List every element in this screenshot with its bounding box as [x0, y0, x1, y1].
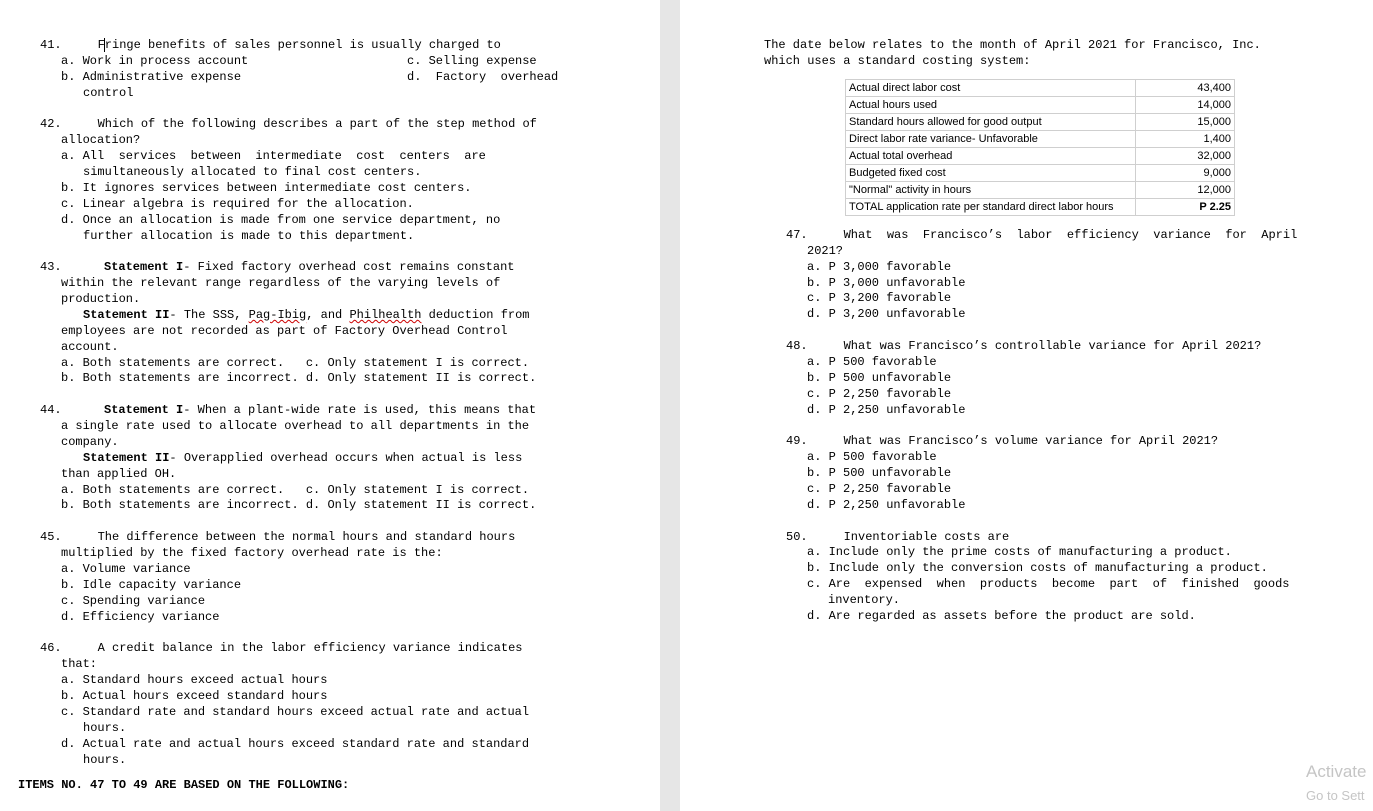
- q43-line-5: employees are not recorded as part of Factory Overhead Control: [61, 324, 508, 338]
- table-row: [846, 114, 1235, 131]
- table-cell-value: 32,000: [1136, 148, 1235, 165]
- spellcheck-word-philhealth: Philhealth: [349, 308, 422, 322]
- q46-stem-cont: that:: [61, 657, 98, 671]
- q50-option-a: a. Include only the prime costs of manufacturing a product.: [807, 545, 1232, 559]
- table-cell-value: 9,000: [1136, 165, 1235, 182]
- q48-stem: 48. What was Francisco’s controllable variance for April 2021?: [786, 339, 1262, 353]
- q43-statement-2-label: Statement II: [83, 308, 170, 322]
- q47-option-b: b. P 3,000 unfavorable: [807, 276, 966, 290]
- q49-option-c: c. P 2,250 favorable: [807, 482, 952, 496]
- q47-option-a: a. P 3,000 favorable: [807, 260, 952, 274]
- q49-stem: 49. What was Francisco’s volume variance for April 2021?: [786, 434, 1219, 448]
- q44-statement-1-text: - When a plant-wide rate is used, this means that: [183, 403, 537, 417]
- q43-statement-2-text-c: deduction from: [421, 308, 530, 322]
- q44-line-5: than applied OH.: [61, 467, 177, 481]
- q47-stem-cont: 2021?: [807, 244, 844, 258]
- q45-option-b: b. Idle capacity variance: [61, 578, 242, 592]
- q43-statement-1-text: - Fixed factory overhead cost remains constant: [183, 260, 515, 274]
- q50-option-d: d. Are regarded as assets before the product are sold.: [807, 609, 1196, 623]
- q46-option-a: a. Standard hours exceed actual hours: [61, 673, 328, 687]
- q48-option-c: c. P 2,250 favorable: [807, 387, 952, 401]
- q49-option-b: b. P 500 unfavorable: [807, 466, 952, 480]
- q45-stem-cont: multiplied by the fixed factory overhead rate is the:: [61, 546, 443, 560]
- q44-statement-1-label: Statement I: [104, 403, 184, 417]
- q49-option-a: a. P 500 favorable: [807, 450, 937, 464]
- q44-number: 44.: [40, 403, 62, 417]
- q43-statement-2-text-a: - The SSS,: [169, 308, 249, 322]
- q44-statement-2-label: Statement II: [83, 451, 170, 465]
- q48-option-d: d. P 2,250 unfavorable: [807, 403, 966, 417]
- q47-stem: 47. What was Francisco’s labor efficiency variance for April: [786, 228, 1298, 242]
- q41-option-d: d. Factory overhead: [407, 70, 559, 84]
- q43-line-6: account.: [61, 340, 119, 354]
- q41-option-d-cont: control: [83, 86, 134, 100]
- q45-option-d: d. Efficiency variance: [61, 610, 220, 624]
- q43-statement-2-text-b: , and: [306, 308, 350, 322]
- intro-line-2: which uses a standard costing system:: [764, 54, 1031, 68]
- q43-options-bd: b. Both statements are incorrect. d. Only statement II is correct.: [61, 371, 537, 385]
- table-cell-value: 12,000: [1136, 182, 1235, 199]
- q44-options-ac: a. Both statements are correct. c. Only statement I is correct.: [61, 483, 530, 497]
- q43-statement-2: [83, 307, 530, 323]
- q46-option-d: d. Actual rate and actual hours exceed standard rate and standard: [61, 737, 530, 751]
- table-cell-label: "Normal" activity in hours: [846, 182, 1136, 199]
- q42-option-a: a. All services between intermediate cost centers are: [61, 149, 486, 163]
- q44-line-2: a single rate used to allocate overhead to all departments in the: [61, 419, 530, 433]
- table-cell-label: TOTAL application rate per standard direct labor hours: [846, 199, 1136, 216]
- q44-statement-1: [104, 402, 536, 418]
- q50-option-c: c. Are expensed when products become part of finished goods: [807, 577, 1290, 591]
- table-cell-value: P 2.25: [1136, 199, 1235, 216]
- q43-statement-1: [104, 259, 514, 275]
- q42-stem-cont: allocation?: [61, 133, 141, 147]
- q43-number: 43.: [40, 260, 62, 274]
- q49-option-d: d. P 2,250 unfavorable: [807, 498, 966, 512]
- q45-option-c: c. Spending variance: [61, 594, 206, 608]
- q46-option-d-cont: hours.: [83, 753, 127, 767]
- q41-stem: 41. Fringe benefits of sales personnel is usually charged to: [40, 38, 501, 52]
- q41-option-c: c. Selling expense: [407, 54, 537, 68]
- q46-option-c: c. Standard rate and standard hours exceed actual rate and actual: [61, 705, 530, 719]
- intro-line-1: The date below relates to the month of April 2021 for Francisco, Inc.: [764, 38, 1261, 52]
- table-row: [846, 165, 1235, 182]
- q45-option-a: a. Volume variance: [61, 562, 191, 576]
- q42-option-c: c. Linear algebra is required for the allocation.: [61, 197, 414, 211]
- spellcheck-word-pag-ibig: Pag-Ibig: [248, 308, 307, 322]
- table-cell-label: Actual hours used: [846, 97, 1136, 114]
- table-cell-label: Actual total overhead: [846, 148, 1136, 165]
- q45-stem: 45. The difference between the normal hours and standard hours: [40, 530, 516, 544]
- q46-option-c-cont: hours.: [83, 721, 127, 735]
- q50-option-b: b. Include only the conversion costs of manufacturing a product.: [807, 561, 1268, 575]
- table-row: [846, 199, 1235, 216]
- activation-watermark: [1306, 762, 1367, 803]
- table-row: [846, 182, 1235, 199]
- q41-option-b: b. Administrative expense: [61, 70, 242, 84]
- q42-option-d: d. Once an allocation is made from one service department, no: [61, 213, 501, 227]
- q50-stem: 50. Inventoriable costs are: [786, 530, 1010, 544]
- q42-option-d-cont: further allocation is made to this department.: [83, 229, 415, 243]
- q43-statement-1-label: Statement I: [104, 260, 184, 274]
- q43-options-ac: a. Both statements are correct. c. Only statement I is correct.: [61, 356, 530, 370]
- table-row: [846, 131, 1235, 148]
- q43-line-2: within the relevant range regardless of the varying levels of: [61, 276, 501, 290]
- activation-watermark-title: Activate: [1306, 762, 1367, 781]
- table-cell-value: 14,000: [1136, 97, 1235, 114]
- table-row: [846, 148, 1235, 165]
- table-row: [846, 97, 1235, 114]
- table-cell-value: 15,000: [1136, 114, 1235, 131]
- q47-option-d: d. P 3,200 unfavorable: [807, 307, 966, 321]
- q44-line-3: company.: [61, 435, 119, 449]
- q48-option-a: a. P 500 favorable: [807, 355, 937, 369]
- q50-option-c-cont: inventory.: [828, 593, 901, 607]
- table-cell-value: 43,400: [1136, 80, 1235, 97]
- q42-stem: 42. Which of the following describes a part of the step method of: [40, 117, 537, 131]
- q48-option-b: b. P 500 unfavorable: [807, 371, 952, 385]
- q46-option-b: b. Actual hours exceed standard hours: [61, 689, 328, 703]
- table-cell-label: Direct labor rate variance- Unfavorable: [846, 131, 1136, 148]
- q47-option-c: c. P 3,200 favorable: [807, 291, 952, 305]
- q42-option-b: b. It ignores services between intermediate cost centers.: [61, 181, 472, 195]
- q41-option-a: a. Work in process account: [61, 54, 249, 68]
- table-row: [846, 80, 1235, 97]
- table-cell-label: Standard hours allowed for good output: [846, 114, 1136, 131]
- table-cell-label: Actual direct labor cost: [846, 80, 1136, 97]
- table-cell-value: 1,400: [1136, 131, 1235, 148]
- q46-stem: 46. A credit balance in the labor efficiency variance indicates: [40, 641, 523, 655]
- q43-line-3: production.: [61, 292, 141, 306]
- items-47-49-heading: ITEMS NO. 47 TO 49 ARE BASED ON THE FOLLOWING:: [18, 778, 350, 792]
- table-cell-label: Budgeted fixed cost: [846, 165, 1136, 182]
- q44-options-bd: b. Both statements are incorrect. d. Only statement II is correct.: [61, 498, 537, 512]
- cost-data-table: [845, 79, 1235, 216]
- q44-statement-2-text: - Overapplied overhead occurs when actual is less: [169, 451, 523, 465]
- q44-statement-2: [83, 450, 522, 466]
- activation-watermark-link: Go to Sett: [1306, 788, 1365, 803]
- q42-option-a-cont: simultaneously allocated to final cost centers.: [83, 165, 422, 179]
